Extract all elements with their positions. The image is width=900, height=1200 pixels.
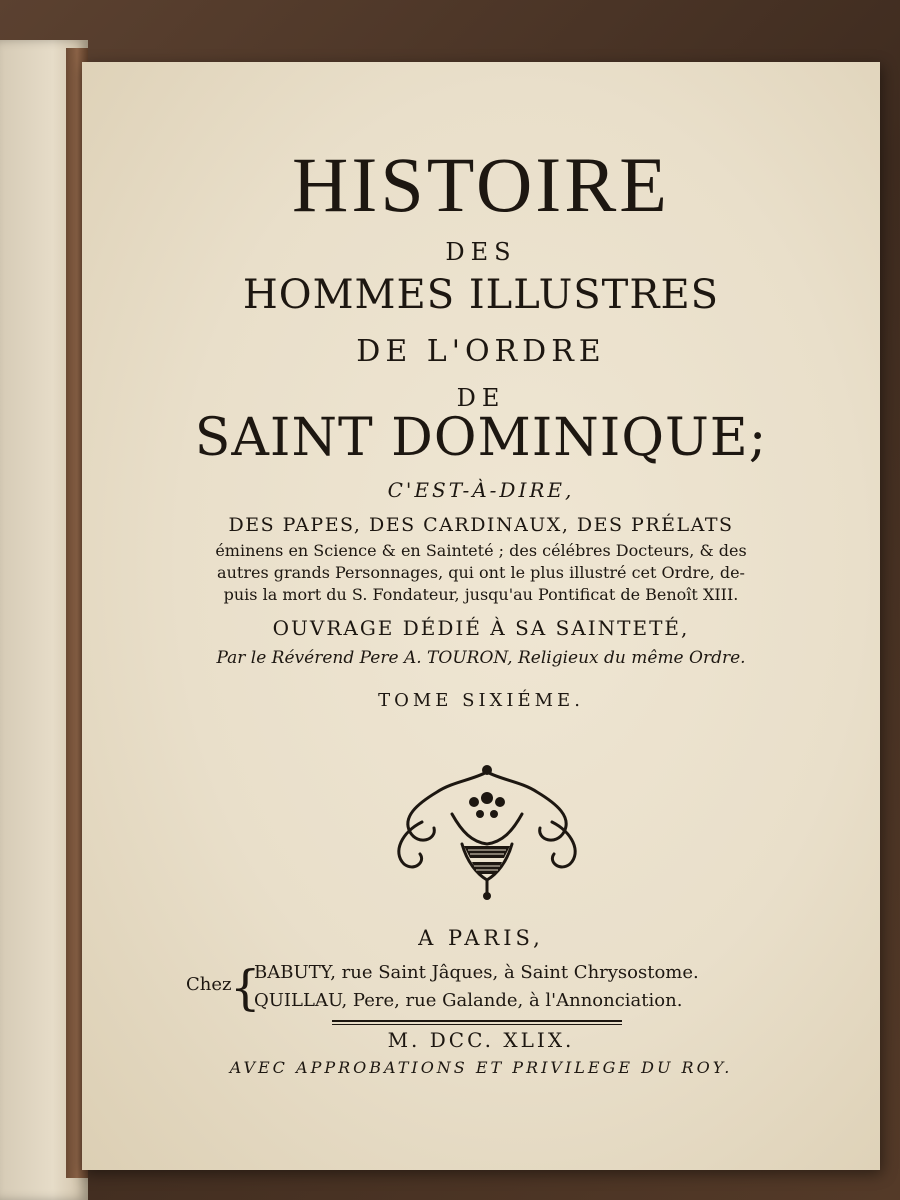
publisher-babuty: BABUTY, rue Saint Jâques, à Saint Chrysostome.: [254, 962, 699, 983]
double-rule-top: [332, 1020, 622, 1022]
privilege-line: AVEC APPROBATIONS ET PRIVILEGE DU ROY.: [229, 1058, 733, 1077]
title-hommes-illustres: HOMMES ILLUSTRES: [242, 272, 720, 318]
title-saint-dominique: SAINT DOMINIQUE;: [194, 408, 768, 468]
author-line: Par le Révérend Pere A. TOURON, Religieux du même Ordre.: [216, 648, 746, 668]
subtitle-papes: DES PAPES, DES CARDINAUX, DES PRÉLATS: [228, 514, 734, 536]
description-line: éminens en Science & en Sainteté ; des célébres Docteurs, & des: [215, 541, 747, 560]
floral-basket-ornament-icon: [382, 762, 592, 902]
subtitle-description: [82, 540, 880, 606]
volume-label: TOME SIXIÉME.: [378, 690, 584, 711]
brace-icon: {: [230, 960, 261, 1016]
subtitle-cest-a-dire: C'EST-À-DIRE,: [387, 478, 575, 502]
chez-label: Chez: [186, 974, 232, 995]
description-line: puis la mort du S. Fondateur, jusqu'au Pontificat de Benoît XIII.: [223, 585, 739, 604]
double-rule-bottom: [332, 1024, 622, 1025]
publication-date: M. DCC. XLIX.: [387, 1028, 575, 1052]
title-de-lordre: DE L'ORDRE: [356, 334, 606, 369]
publishers-block: [186, 960, 846, 1020]
publisher-quillau: QUILLAU, Pere, rue Galande, à l'Annonciation.: [254, 990, 683, 1011]
title-page: [82, 62, 880, 1170]
book-title-histoire: HISTOIRE: [292, 141, 670, 228]
description-line: autres grands Personnages, qui ont le plus illustré cet Ordre, de-: [217, 563, 745, 582]
imprint-city: A PARIS,: [418, 926, 544, 950]
dedication-line: OUVRAGE DÉDIÉ À SA SAINTETÉ,: [272, 616, 690, 640]
title-des: DES: [445, 238, 517, 266]
title-de: DE: [456, 384, 506, 412]
